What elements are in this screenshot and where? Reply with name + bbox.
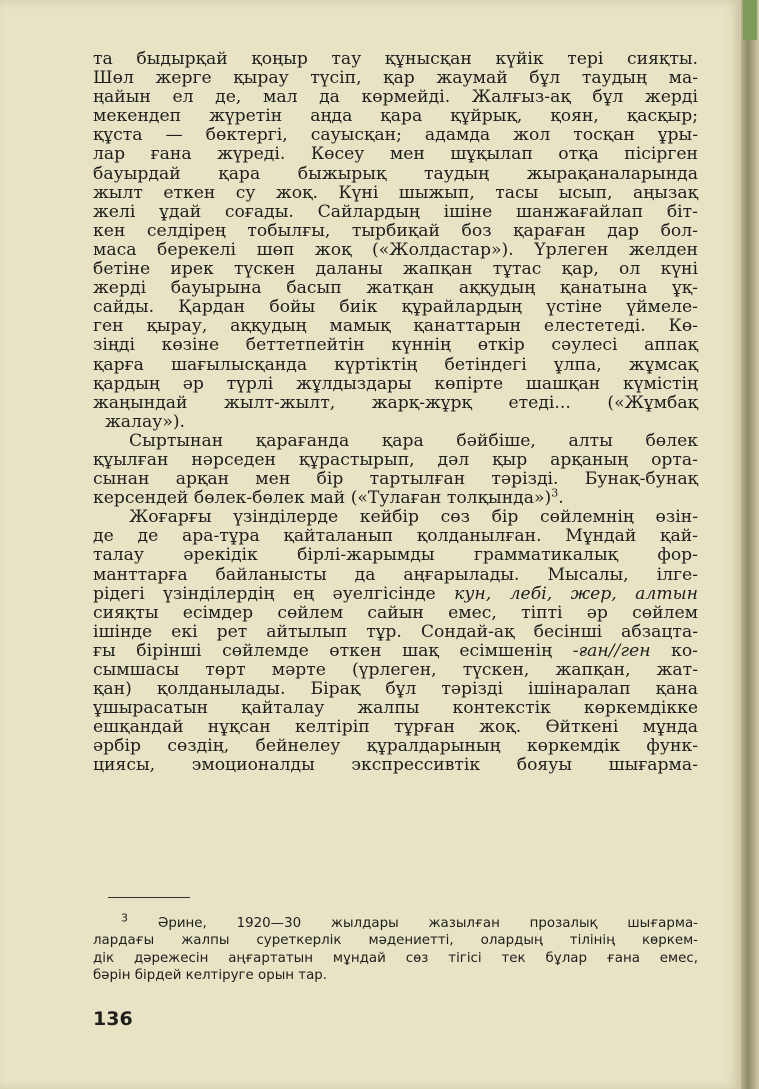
text-line: қардың әр түрлі жұлдыздары көпірте шашқан күмістің bbox=[93, 373, 698, 394]
text-line: құста — бөктергі, сауысқан; адамда жол тосқан ұры- bbox=[93, 125, 698, 146]
bookmark-tab bbox=[743, 0, 757, 40]
text-line: әрбір сөздің, бейнелеу құралдарының көркемдік функ- bbox=[93, 736, 698, 757]
text-fragment: керсендей бөлек-бөлек май («Тулаған толқында») bbox=[93, 488, 552, 509]
text-line bbox=[93, 585, 698, 604]
text-fragment: Әрине, 1920—30 жылдары жазылған прозалық шығарма- bbox=[157, 916, 699, 931]
text-line: бауырдай қара быжырық таудың жырақаналарында bbox=[93, 163, 698, 184]
text-line: жаңындай жылт-жылт, жарқ-жұрқ етеді... («Жұмбақ bbox=[93, 392, 698, 413]
text-line: Шөл жерге қырау түсіп, қар жаумай бұл таудың ма- bbox=[93, 68, 698, 89]
text-fragment: ғы бірінші сөйлемде өткен шақ есімшенің bbox=[93, 640, 553, 661]
text-line: сайды. Қардан бойы биік құрайлардың үстіне үймеле- bbox=[93, 297, 698, 318]
text-line: жерді бауырына басып жатқан аққудың қанатына ұқ- bbox=[93, 278, 698, 299]
text-line: Сыртынан қарағанда қара бәйбіше, алты бөлек bbox=[129, 430, 698, 451]
text-line: Жоғарғы үзінділерде кейбір сөз бір сөйлемнің өзін- bbox=[129, 507, 698, 528]
text-line: маса берекелі шөп жоқ («Жолдастар»). Үрлеген желден bbox=[93, 239, 698, 260]
text-line: құылған нәрседен құрастырып, дәл қыр арқаның орта- bbox=[93, 449, 698, 470]
text-line: ұшырасатын қайталау жалпы контекстік көркемдікке bbox=[93, 698, 698, 719]
text-line: бетіне ирек түскен даланы жапқан тұтас қар, ол күні bbox=[93, 259, 698, 280]
text-line: жылт еткен су жоқ. Күні шыжып, тасы ысып, аңызақ bbox=[93, 182, 698, 203]
text-line: ішінде екі рет айтылып тұр. Сондай-ақ бесінші абзацта- bbox=[93, 621, 698, 642]
text-line: манттарға байланысты да аңғарылады. Мысалы, ілге- bbox=[93, 564, 698, 585]
text-line: жалау»). bbox=[105, 411, 186, 432]
page-edge bbox=[741, 0, 759, 1089]
text-line: де де ара-тұра қайталанып қолданылған. Мұндай қай- bbox=[93, 526, 698, 547]
text-line: мекендеп жүретін аңда қара құйрық, қоян, қасқыр; bbox=[93, 106, 698, 127]
text-line: ген қырау, аққудың мамық қанаттарын елестетеді. Кө- bbox=[93, 316, 698, 337]
text-line: қан) қолданылады. Бірақ бұл тәрізді ішінаралап қана bbox=[93, 679, 698, 700]
footnote-line: лардағы жалпы суреткерлік мәдениетті, олардың тілінің көркем- bbox=[93, 933, 698, 949]
paragraph bbox=[93, 508, 698, 775]
text-line: сымшасы төрт мәрте (үрлеген, түскен, жапқан, жат- bbox=[93, 660, 698, 680]
text-fragment: ко- bbox=[671, 640, 698, 661]
body-text bbox=[93, 50, 698, 776]
text-line: циясы, эмоционалды экспрессивтік бояуы шығарма- bbox=[93, 755, 698, 776]
text-fragment: рідегі үзінділердің ең әуелгісінде bbox=[93, 583, 436, 604]
footnote bbox=[93, 911, 699, 985]
text-line: кен селдірең тобылғы, тырбиқай боз қараған дар бол- bbox=[93, 220, 698, 241]
text-line: желі ұдай соғады. Сайлардың ішіне шанжағайлап біт- bbox=[93, 201, 698, 222]
text-line: та быдырқай қоңыр тау құнысқан күйік тері сияқты. bbox=[93, 49, 698, 69]
italic-example-words: кун, лебі, жер, алтын bbox=[454, 583, 698, 604]
page-number: 136 bbox=[93, 1008, 133, 1030]
footnote-divider bbox=[108, 897, 190, 898]
text-line: лар ғана жүреді. Көсеу мен шұқылап отқа пісірген bbox=[93, 144, 698, 165]
paragraph bbox=[93, 50, 698, 432]
text-line: талау әрекідік бірлі-жарымды грамматикалық фор- bbox=[93, 545, 698, 566]
text-line: сияқты есімдер сөйлем сайын емес, тіпті әр сөйлем bbox=[93, 602, 698, 623]
text-line: ешқандай нұқсан келтіріп тұрған жоқ. Өйткені мұнда bbox=[93, 717, 698, 738]
text-line: ңайын ел де, мал да көрмейді. Жалғыз-ақ бұл жерді bbox=[93, 87, 698, 108]
footnote-number: 3 bbox=[121, 911, 128, 925]
footnote-line: бәрін бірдей келтіруге орын тар. bbox=[93, 968, 328, 984]
text-line: сынан арқан мен бір тартылған тәрізді. Бунақ-бунақ bbox=[93, 469, 698, 490]
text-line: қарға шағылысқанда күртіктің бетіндегі ұлпа, жұмсақ bbox=[93, 354, 698, 375]
text-line: керсендей бөлек-бөлек май («Тулаған толқында»)$^3$. bbox=[93, 486, 564, 509]
text-line bbox=[93, 642, 698, 661]
footnote-reference: 3 bbox=[551, 486, 559, 500]
italic-suffix: -ған//ген bbox=[572, 640, 651, 661]
text-line: зіңді көзіне беттетпейтін күннің өткір сәулесі аппақ bbox=[93, 335, 698, 356]
paragraph bbox=[93, 432, 698, 508]
footnote-line: дік дәрежесін аңғартатын мұндай сөз тігісі тек бұлар ғана емес, bbox=[93, 950, 698, 966]
footnote-line bbox=[93, 911, 699, 932]
